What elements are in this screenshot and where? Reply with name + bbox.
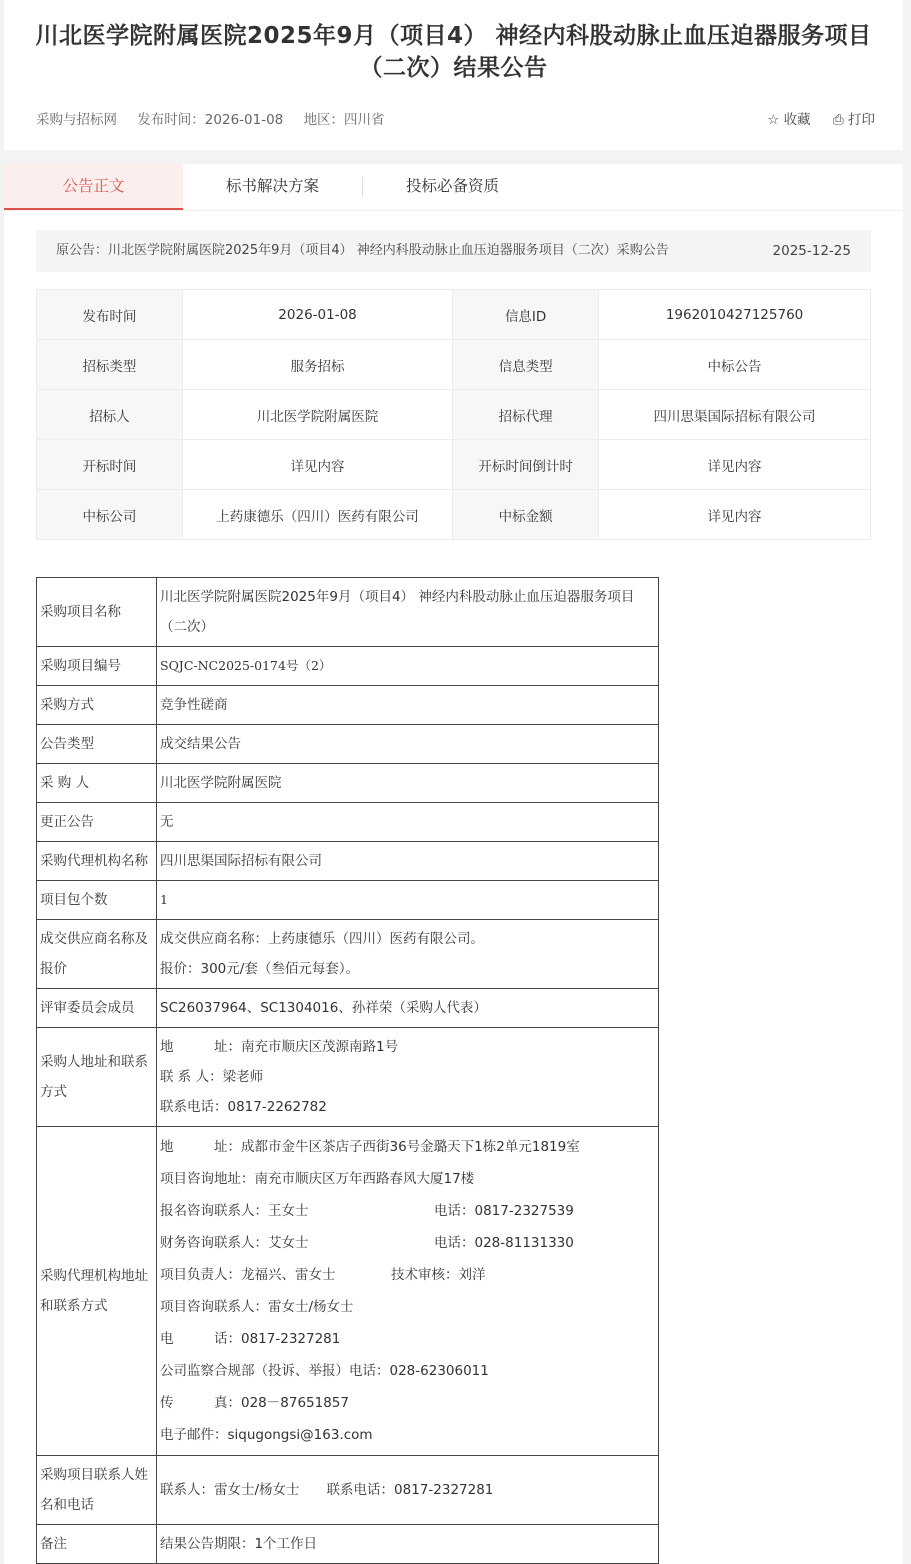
supplier-price: 报价：300元/套（叁佰元每套）。 bbox=[160, 961, 360, 977]
info-label: 信息类型 bbox=[453, 340, 599, 390]
notice-value: 结果公告期限：1个工作日 bbox=[157, 1525, 659, 1564]
info-label: 发布时间 bbox=[37, 290, 183, 340]
notice-key: 采购代理机构地址和联系方式 bbox=[37, 1127, 157, 1456]
tab-bar bbox=[4, 164, 903, 211]
table-row bbox=[37, 842, 659, 881]
purchaser-address: 地 址：南充市顺庆区茂源南路1号 bbox=[160, 1039, 399, 1055]
notice-value: 1 bbox=[157, 881, 659, 920]
notice-value: SQJC-NC2025-0174号（2） bbox=[157, 647, 659, 686]
publish-time: 发布时间：2026-01-08 bbox=[137, 112, 284, 128]
info-value: 详见内容 bbox=[599, 440, 871, 490]
notice-key: 采购代理机构名称 bbox=[37, 842, 157, 881]
notice-key: 采购人地址和联系方式 bbox=[37, 1028, 157, 1127]
notice-key: 采购项目联系人姓名和电话 bbox=[37, 1456, 157, 1525]
purchaser-phone: 联系电话：0817-2262782 bbox=[160, 1099, 327, 1115]
agency-project-lead bbox=[160, 1259, 655, 1291]
table-row bbox=[37, 881, 659, 920]
notice-value: 川北医学院附属医院 bbox=[157, 764, 659, 803]
info-value: 上药康德乐（四川）医药有限公司 bbox=[182, 490, 452, 540]
table-row bbox=[37, 764, 659, 803]
notice-value bbox=[157, 920, 659, 989]
page-title: 川北医学院附属医院2025年9月（项目4） 神经内科股动脉止血压迫器服务项目（二次）结果公告 bbox=[35, 23, 872, 81]
table-row bbox=[37, 989, 659, 1028]
info-value: 四川思渠国际招标有限公司 bbox=[599, 390, 871, 440]
tab-qualification[interactable]: 投标必备资质 bbox=[405, 177, 499, 195]
info-table bbox=[36, 289, 871, 540]
agency-consult-contact: 项目咨询联系人：雷女士/杨女士 bbox=[160, 1299, 354, 1315]
notice-key: 采购方式 bbox=[37, 686, 157, 725]
notice-table bbox=[36, 577, 659, 1564]
table-row bbox=[37, 578, 659, 647]
table-row bbox=[37, 647, 659, 686]
info-label: 招标类型 bbox=[37, 340, 183, 390]
finance-contact-phone: 电话：028-81131330 bbox=[434, 1235, 574, 1251]
info-value: 详见内容 bbox=[182, 440, 452, 490]
technical-reviewer: 技术审核：刘洋 bbox=[391, 1267, 486, 1283]
info-label: 信息ID bbox=[453, 290, 599, 340]
notice-key: 采购项目名称 bbox=[37, 578, 157, 647]
table-row bbox=[37, 390, 871, 440]
agency-compliance-phone: 公司监察合规部（投诉、举报）电话：028-62306011 bbox=[160, 1363, 489, 1379]
finance-contact-name: 财务咨询联系人：艾女士 bbox=[160, 1235, 309, 1251]
region: 地区：四川省 bbox=[303, 112, 385, 128]
agency-finance-contact bbox=[160, 1227, 655, 1259]
project-lead-names: 项目负责人：龙福兴、雷女士 bbox=[160, 1267, 336, 1283]
agency-fax: 传 真：028－87651857 bbox=[160, 1395, 349, 1411]
original-notice-bar[interactable] bbox=[36, 230, 871, 272]
notice-key: 项目包个数 bbox=[37, 881, 157, 920]
info-value: 中标公告 bbox=[599, 340, 871, 390]
header-actions bbox=[749, 108, 875, 128]
print-button[interactable]: ⎙ 打印 bbox=[832, 112, 875, 128]
notice-key: 采 购 人 bbox=[37, 764, 157, 803]
original-notice-date: 2025-12-25 bbox=[772, 243, 851, 259]
notice-value: 联系人：雷女士/杨女士 联系电话：0817-2327281 bbox=[157, 1456, 659, 1525]
notice-value: 成交结果公告 bbox=[157, 725, 659, 764]
registration-contact-phone: 电话：0817-2327539 bbox=[434, 1203, 574, 1219]
notice-key: 成交供应商名称及报价 bbox=[37, 920, 157, 989]
notice-value bbox=[157, 1127, 659, 1456]
info-value: 川北医学院附属医院 bbox=[182, 390, 452, 440]
info-value: 详见内容 bbox=[599, 490, 871, 540]
info-label: 开标时间 bbox=[37, 440, 183, 490]
table-row bbox=[37, 1456, 659, 1525]
tab-bid-solution[interactable]: 标书解决方案 bbox=[225, 177, 319, 195]
announcement-header bbox=[4, 0, 903, 150]
registration-contact-name: 报名咨询联系人：王女士 bbox=[160, 1203, 309, 1219]
table-row bbox=[37, 920, 659, 989]
notice-key: 采购项目编号 bbox=[37, 647, 157, 686]
agency-address: 地 址：成都市金牛区茶店子西街36号金璐天下1栋2单元1819室 bbox=[160, 1139, 580, 1155]
announcement-body bbox=[4, 164, 903, 1564]
table-row bbox=[37, 290, 871, 340]
agency-consult-address: 项目咨询地址：南充市顺庆区万年西路春风大厦17楼 bbox=[160, 1171, 475, 1187]
table-row bbox=[37, 803, 659, 842]
notice-key: 更正公告 bbox=[37, 803, 157, 842]
purchaser-contact: 联 系 人：梁老师 bbox=[160, 1069, 264, 1085]
agency-email: 电子邮件：siqugongsi@163.com bbox=[160, 1427, 373, 1443]
notice-value: SC26037964、SC1304016、孙祥荣（采购人代表） bbox=[157, 989, 659, 1028]
tab-notice[interactable]: 公告正文 bbox=[4, 164, 183, 210]
agency-registration-contact bbox=[160, 1195, 655, 1227]
info-value: 1962010427125760 bbox=[599, 290, 871, 340]
notice-key: 备注 bbox=[37, 1525, 157, 1564]
table-row bbox=[37, 725, 659, 764]
notice-value: 四川思渠国际招标有限公司 bbox=[157, 842, 659, 881]
info-label: 中标公司 bbox=[37, 490, 183, 540]
favorite-button[interactable]: ☆ 收藏 bbox=[767, 112, 811, 128]
info-label: 招标人 bbox=[37, 390, 183, 440]
notice-value bbox=[157, 1028, 659, 1127]
notice-key: 公告类型 bbox=[37, 725, 157, 764]
original-notice-link[interactable]: 原公告：川北医学院附属医院2025年9月（项目4） 神经内科股动脉止血压迫器服务项目（二次）采购公告 bbox=[56, 243, 669, 258]
info-value: 2026-01-08 bbox=[182, 290, 452, 340]
info-value: 服务招标 bbox=[182, 340, 452, 390]
notice-key: 评审委员会成员 bbox=[37, 989, 157, 1028]
table-row bbox=[37, 1127, 659, 1456]
table-row bbox=[37, 340, 871, 390]
info-label: 开标时间倒计时 bbox=[453, 440, 599, 490]
notice-value: 无 bbox=[157, 803, 659, 842]
table-row bbox=[37, 1525, 659, 1564]
agency-phone: 电 话：0817-2327281 bbox=[160, 1331, 341, 1347]
table-row bbox=[37, 686, 659, 725]
notice-value: 川北医学院附属医院2025年9月（项目4） 神经内科股动脉止血压迫器服务项目（二次） bbox=[157, 578, 659, 647]
table-row bbox=[37, 1028, 659, 1127]
notice-value: 竞争性磋商 bbox=[157, 686, 659, 725]
supplier-name: 成交供应商名称：上药康德乐（四川）医药有限公司。 bbox=[160, 931, 484, 947]
meta-row bbox=[36, 108, 401, 128]
source-link[interactable]: 采购与招标网 bbox=[36, 112, 117, 128]
info-label: 中标金额 bbox=[453, 490, 599, 540]
table-row bbox=[37, 490, 871, 540]
table-row bbox=[37, 440, 871, 490]
info-label: 招标代理 bbox=[453, 390, 599, 440]
